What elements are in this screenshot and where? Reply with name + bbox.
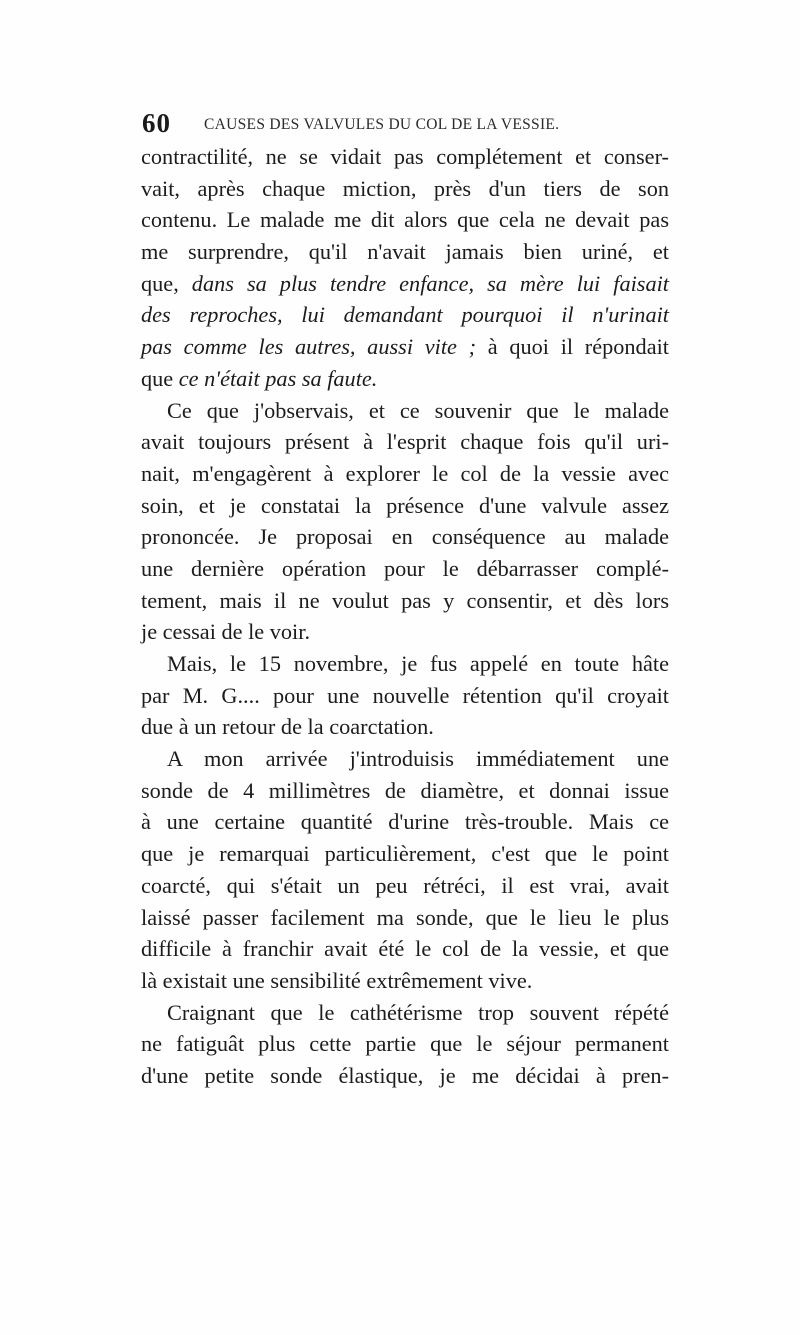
text-span: Ce que j'observais, et ce souvenir que le malade [167, 397, 669, 423]
text-line [141, 1060, 669, 1092]
text-line [141, 680, 669, 712]
text-line [141, 490, 669, 522]
text-span: Mais, le 15 novembre, je fus appelé en toute hâte [167, 651, 669, 676]
italic-text: des reproches, lui demandant pourquoi il n'urinait [141, 302, 669, 328]
text-line [141, 585, 669, 617]
text-span: que, [141, 270, 192, 296]
italic-text: dans sa plus tendre enfance, sa mère lui faisait [191, 270, 670, 296]
text-line [141, 331, 669, 363]
text-line [141, 236, 669, 268]
text-span: contenu. Le malade me dit alors que cela ne devait pas [141, 207, 669, 233]
text-line [141, 902, 669, 934]
text-span: difficile à franchir avait été le col de la vessie, et que [141, 936, 669, 962]
italic-text: ce n'était pas sa faute. [178, 365, 378, 391]
running-head [142, 108, 662, 138]
text-line [141, 173, 669, 205]
text-line [141, 426, 669, 458]
text-span: A mon arrivée j'introduisis immédiatement une [167, 746, 669, 772]
text-line [141, 775, 669, 807]
text-line [141, 711, 669, 743]
text-span: coarcté, qui s'était un peu rétréci, il est vrai, avait [141, 872, 669, 898]
text-line [141, 521, 669, 553]
text-line [141, 965, 669, 997]
text-line [141, 141, 669, 173]
text-line [141, 204, 669, 236]
page-number: 60 [142, 108, 171, 138]
text-line [141, 648, 669, 680]
text-span: laissé passer facilement ma sonde, que le lieu le plus [141, 904, 669, 930]
text-span: soin, et je constatai la présence d'une valvule assez [141, 492, 669, 518]
text-span: vait, après chaque miction, près d'un tiers de son [141, 175, 669, 201]
body-text [141, 141, 669, 1092]
text-span: là existait une sensibilité extrêmement vive. [141, 967, 533, 993]
text-span: me surprendre, qu'il n'avait jamais bien uriné, et [141, 239, 669, 265]
text-span: une dernière opération pour le débarrasser complé- [141, 555, 669, 581]
text-line [141, 838, 669, 870]
text-span: sonde de 4 millimètres de diamètre, et donnai issue [141, 777, 669, 803]
text-line [141, 268, 669, 300]
text-span: à quoi il répondait [476, 334, 669, 360]
text-line [141, 458, 669, 490]
text-line [141, 743, 669, 775]
text-span: à une certaine quantité d'urine très-trouble. Mais ce [141, 809, 669, 835]
text-line [141, 616, 669, 648]
text-span: Craignant que le cathétérisme trop souvent répété [167, 999, 669, 1025]
text-span: avait toujours présent à l'esprit chaque fois qu'il uri- [141, 429, 669, 455]
running-title: CAUSES DES VALVULES DU COL DE LA VESSIE. [204, 116, 560, 133]
text-span: contractilité, ne se vidait pas complétement et conser- [141, 144, 669, 169]
text-span: prononcée. Je proposai en conséquence au malade [141, 524, 669, 550]
text-line [141, 806, 669, 838]
text-span: nait, m'engagèrent à explorer le col de la vessie avec [141, 460, 669, 486]
text-span: d'une petite sonde élastique, je me décidai à pren- [141, 1062, 669, 1088]
text-span: par M. G.... pour une nouvelle rétention qu'il croyait [141, 682, 669, 708]
text-line [141, 395, 669, 427]
text-line [141, 933, 669, 965]
text-span: que je remarquai particulièrement, c'est que le point [141, 841, 669, 867]
text-line [141, 1028, 669, 1060]
text-line [141, 870, 669, 902]
text-span: due à un retour de la coarctation. [141, 714, 434, 740]
text-span: que [141, 365, 179, 391]
text-line [141, 363, 669, 395]
text-span: je cessai de le voir. [141, 619, 311, 645]
text-span: tement, mais il ne voulut pas y consentir, et dès lors [141, 587, 669, 613]
text-span: ne fatiguât plus cette partie que le séjour permanent [141, 1031, 669, 1057]
italic-text: pas comme les autres, aussi vite ; [141, 334, 477, 360]
text-line [141, 997, 669, 1029]
text-line [141, 553, 669, 585]
text-line [141, 299, 669, 331]
